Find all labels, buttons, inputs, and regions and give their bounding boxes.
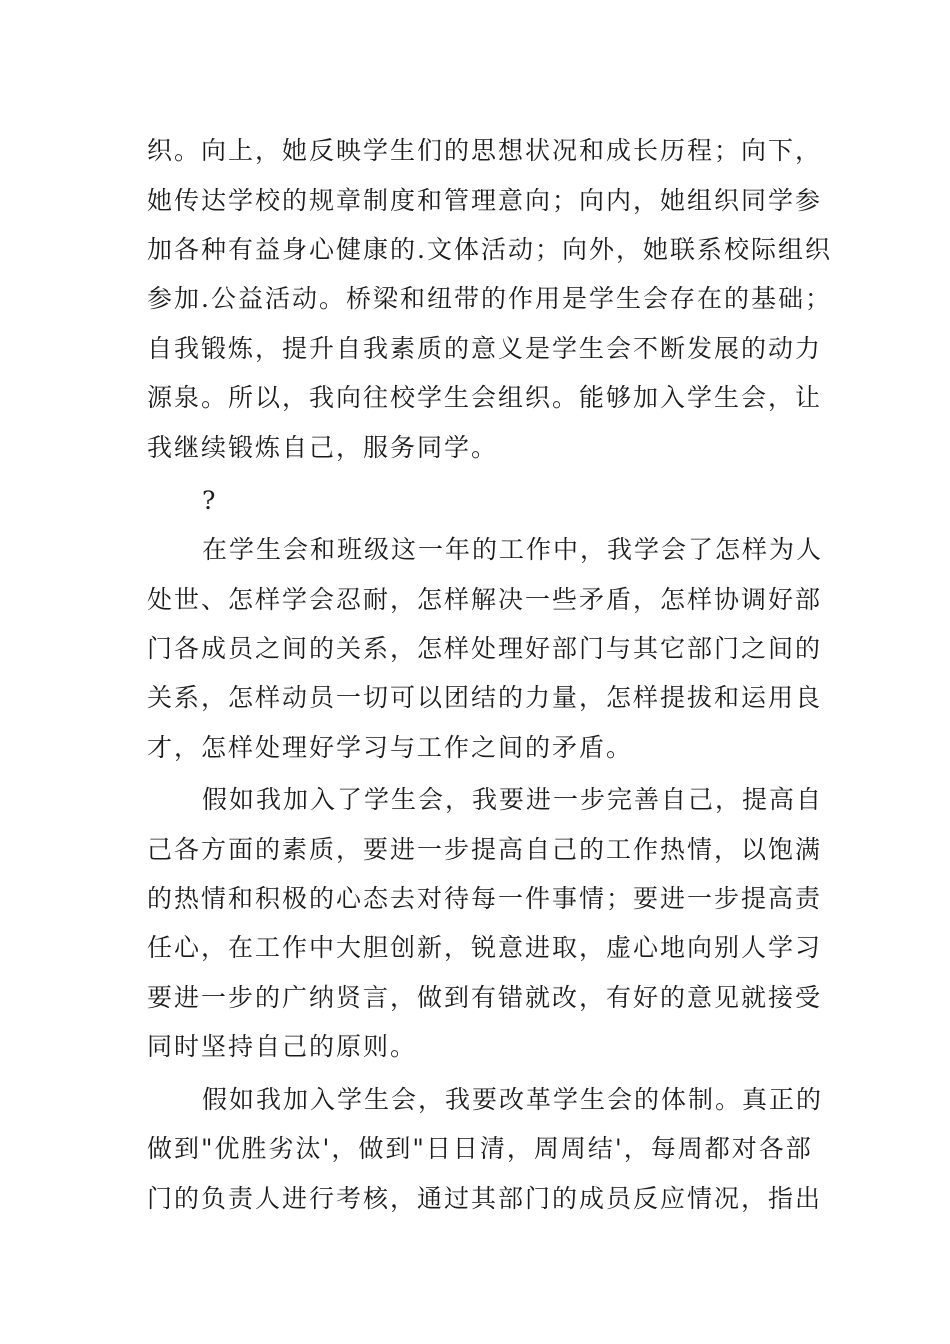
text-line: 做到"优胜劣汰'，做到"日日清，周周结'，每周都对各部 [147, 1134, 813, 1163]
text-line: 门各成员之间的关系，怎样处理好部门与其它部门之间的 [147, 634, 823, 663]
text-line: 处世、怎样学会忍耐，怎样解决一些矛盾，怎样协调好部 [147, 585, 823, 614]
text-line: 源泉。所以，我向往校学生会组织。能够加入学生会，让 [147, 383, 823, 412]
text-line: 假如我加入了学生会，我要进一步完善自己，提高自 [202, 785, 824, 814]
text-line: 要进一步的广纳贤言，做到有错就改，有好的意见就接受 [147, 983, 823, 1012]
text-line: 自我锻炼，提升自我素质的意义是学生会不断发展的动力 [147, 334, 823, 363]
text-line: 关系，怎样动员一切可以团结的力量，怎样提拔和运用良 [147, 683, 823, 712]
text-line: 己各方面的素质，要进一步提高自己的工作热情，以饱满 [147, 835, 823, 864]
text-line: 的热情和积极的心态去对待每一件事情；要进一步提高责 [147, 884, 823, 913]
text-line: 加各种有益身心健康的.文体活动；向外，她联系校际组织 [147, 235, 832, 264]
text-line: 她传达学校的规章制度和管理意向；向内，她组织同学参 [147, 186, 823, 215]
text-line: 参加.公益活动。桥梁和纽带的作用是学生会存在的基础； [147, 284, 832, 313]
text-line: 在学生会和班级这一年的工作中，我学会了怎样为人 [202, 535, 824, 564]
text-line: 任心，在工作中大胆创新，锐意进取，虚心地向别人学习 [147, 933, 823, 962]
text-line: 门的负责人进行考核，通过其部门的成员反应情况，指出 [147, 1184, 823, 1213]
text-line: 假如我加入学生会，我要改革学生会的体制。真正的 [202, 1085, 824, 1114]
text-line: 同时坚持自己的原则。 [147, 1032, 418, 1061]
text-line: 织。向上，她反映学生们的思想状况和成长历程；向下， [147, 136, 823, 165]
text-line: ? [202, 486, 218, 515]
text-line: 才，怎样处理好学习与工作之间的矛盾。 [147, 733, 634, 762]
text-line: 我继续锻炼自己，服务同学。 [147, 433, 499, 462]
